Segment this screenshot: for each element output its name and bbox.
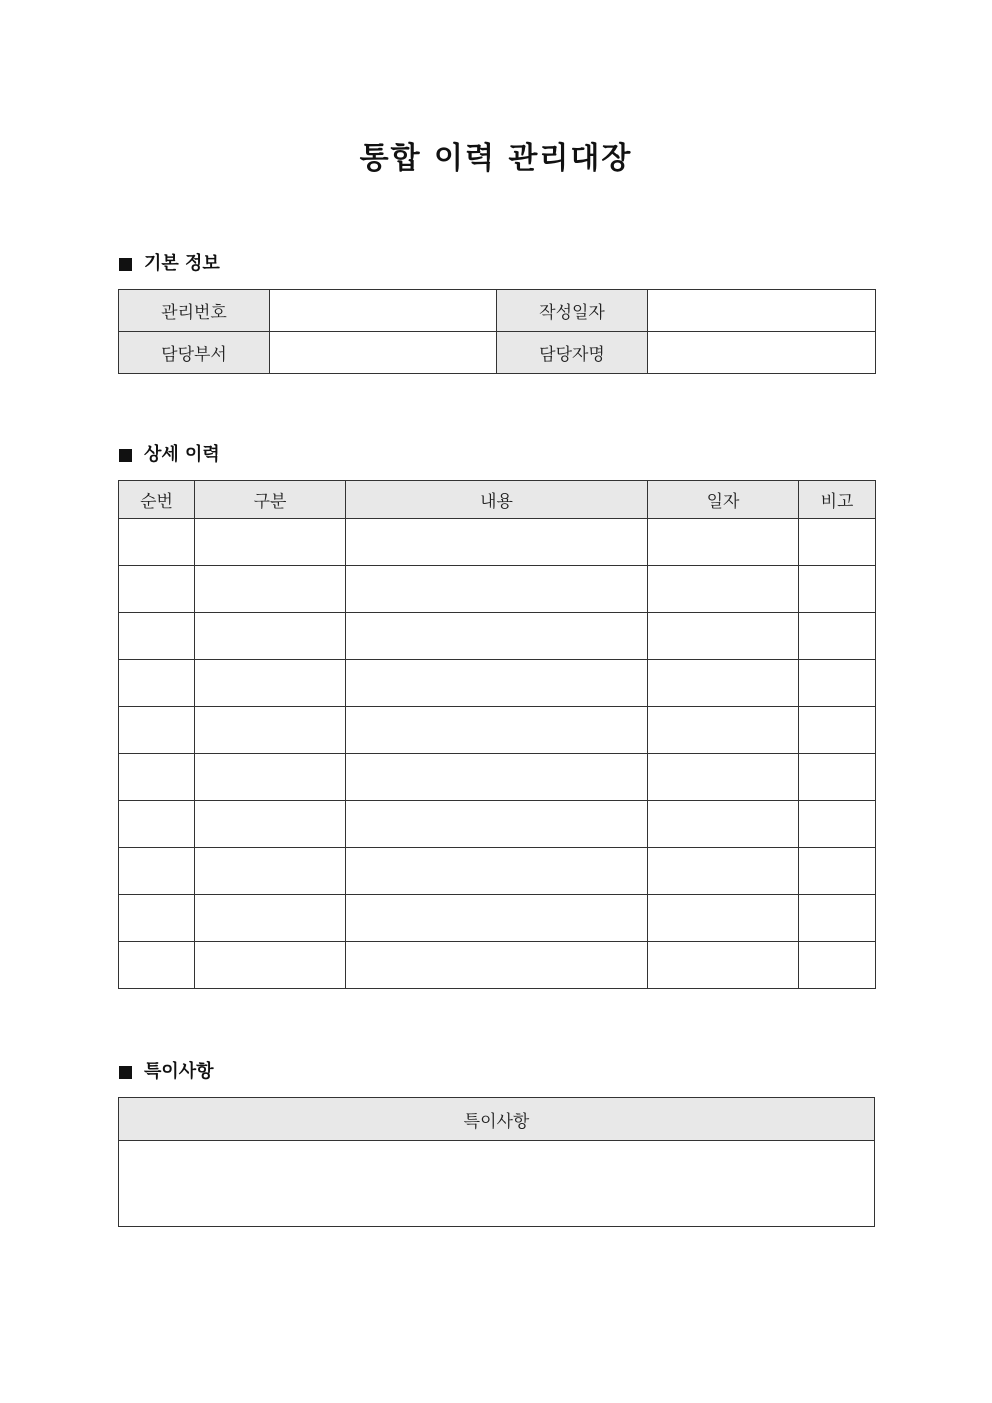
date-cell[interactable] <box>648 660 799 707</box>
remarks-cell[interactable] <box>799 566 876 613</box>
remarks-cell[interactable] <box>799 848 876 895</box>
date-cell[interactable] <box>648 566 799 613</box>
number-cell[interactable] <box>119 660 195 707</box>
table-header-row <box>119 481 876 519</box>
date-cell[interactable] <box>648 519 799 566</box>
section-heading-label: 특이사항 <box>144 1061 214 1082</box>
table-row <box>119 290 876 332</box>
number-cell[interactable] <box>119 519 195 566</box>
content-cell[interactable] <box>346 848 648 895</box>
table-row <box>119 895 876 942</box>
content-cell[interactable] <box>346 566 648 613</box>
remarks-cell[interactable] <box>799 754 876 801</box>
table-row <box>119 707 876 754</box>
category-cell[interactable] <box>195 801 346 848</box>
field-label-department: 담당부서 <box>119 332 270 374</box>
number-cell[interactable] <box>119 848 195 895</box>
category-cell[interactable] <box>195 848 346 895</box>
number-cell[interactable] <box>119 942 195 989</box>
category-cell[interactable] <box>195 660 346 707</box>
date-cell[interactable] <box>648 613 799 660</box>
content-cell[interactable] <box>346 754 648 801</box>
category-cell[interactable] <box>195 895 346 942</box>
date-cell[interactable] <box>648 707 799 754</box>
management-number-field[interactable] <box>270 290 497 332</box>
category-cell[interactable] <box>195 942 346 989</box>
table-row <box>119 754 876 801</box>
number-cell[interactable] <box>119 754 195 801</box>
content-cell[interactable] <box>346 660 648 707</box>
content-cell[interactable] <box>346 519 648 566</box>
table-row <box>119 566 876 613</box>
number-cell[interactable] <box>119 707 195 754</box>
content-cell[interactable] <box>346 942 648 989</box>
notes-table <box>118 1097 875 1227</box>
field-label-creation-date: 작성일자 <box>497 290 648 332</box>
number-cell[interactable] <box>119 613 195 660</box>
column-header-remarks: 비고 <box>799 481 876 519</box>
table-row <box>119 332 876 374</box>
table-row <box>119 660 876 707</box>
section-heading-label: 상세 이력 <box>144 444 220 465</box>
column-header-content: 내용 <box>346 481 648 519</box>
table-row <box>119 801 876 848</box>
square-bullet-icon <box>119 449 132 462</box>
notes-field[interactable] <box>119 1141 875 1227</box>
table-row <box>119 1141 875 1227</box>
column-header-category: 구분 <box>195 481 346 519</box>
category-cell[interactable] <box>195 754 346 801</box>
remarks-cell[interactable] <box>799 942 876 989</box>
content-cell[interactable] <box>346 707 648 754</box>
date-cell[interactable] <box>648 754 799 801</box>
creation-date-field[interactable] <box>648 290 876 332</box>
table-row <box>119 942 876 989</box>
number-cell[interactable] <box>119 895 195 942</box>
field-label-management-number: 관리번호 <box>119 290 270 332</box>
section-heading-notes <box>119 1060 214 1084</box>
number-cell[interactable] <box>119 566 195 613</box>
column-header-notes: 특이사항 <box>119 1098 875 1141</box>
content-cell[interactable] <box>346 895 648 942</box>
content-cell[interactable] <box>346 613 648 660</box>
remarks-cell[interactable] <box>799 613 876 660</box>
category-cell[interactable] <box>195 566 346 613</box>
field-label-manager-name: 담당자명 <box>497 332 648 374</box>
table-row <box>119 613 876 660</box>
date-cell[interactable] <box>648 895 799 942</box>
section-heading-basic-info <box>119 252 220 276</box>
section-heading-label: 기본 정보 <box>144 253 220 274</box>
table-row <box>119 848 876 895</box>
square-bullet-icon <box>119 1066 132 1079</box>
page-title: 통합 이력 관리대장 <box>359 141 633 176</box>
date-cell[interactable] <box>648 848 799 895</box>
remarks-cell[interactable] <box>799 660 876 707</box>
number-cell[interactable] <box>119 801 195 848</box>
category-cell[interactable] <box>195 613 346 660</box>
remarks-cell[interactable] <box>799 707 876 754</box>
history-table <box>118 480 876 989</box>
manager-name-field[interactable] <box>648 332 876 374</box>
department-field[interactable] <box>270 332 497 374</box>
table-header-row <box>119 1098 875 1141</box>
remarks-cell[interactable] <box>799 801 876 848</box>
table-row <box>119 519 876 566</box>
column-header-date: 일자 <box>648 481 799 519</box>
column-header-number: 순번 <box>119 481 195 519</box>
square-bullet-icon <box>119 258 132 271</box>
category-cell[interactable] <box>195 519 346 566</box>
remarks-cell[interactable] <box>799 519 876 566</box>
content-cell[interactable] <box>346 801 648 848</box>
date-cell[interactable] <box>648 942 799 989</box>
category-cell[interactable] <box>195 707 346 754</box>
basic-info-table <box>118 289 876 374</box>
section-heading-history <box>119 443 220 467</box>
date-cell[interactable] <box>648 801 799 848</box>
remarks-cell[interactable] <box>799 895 876 942</box>
